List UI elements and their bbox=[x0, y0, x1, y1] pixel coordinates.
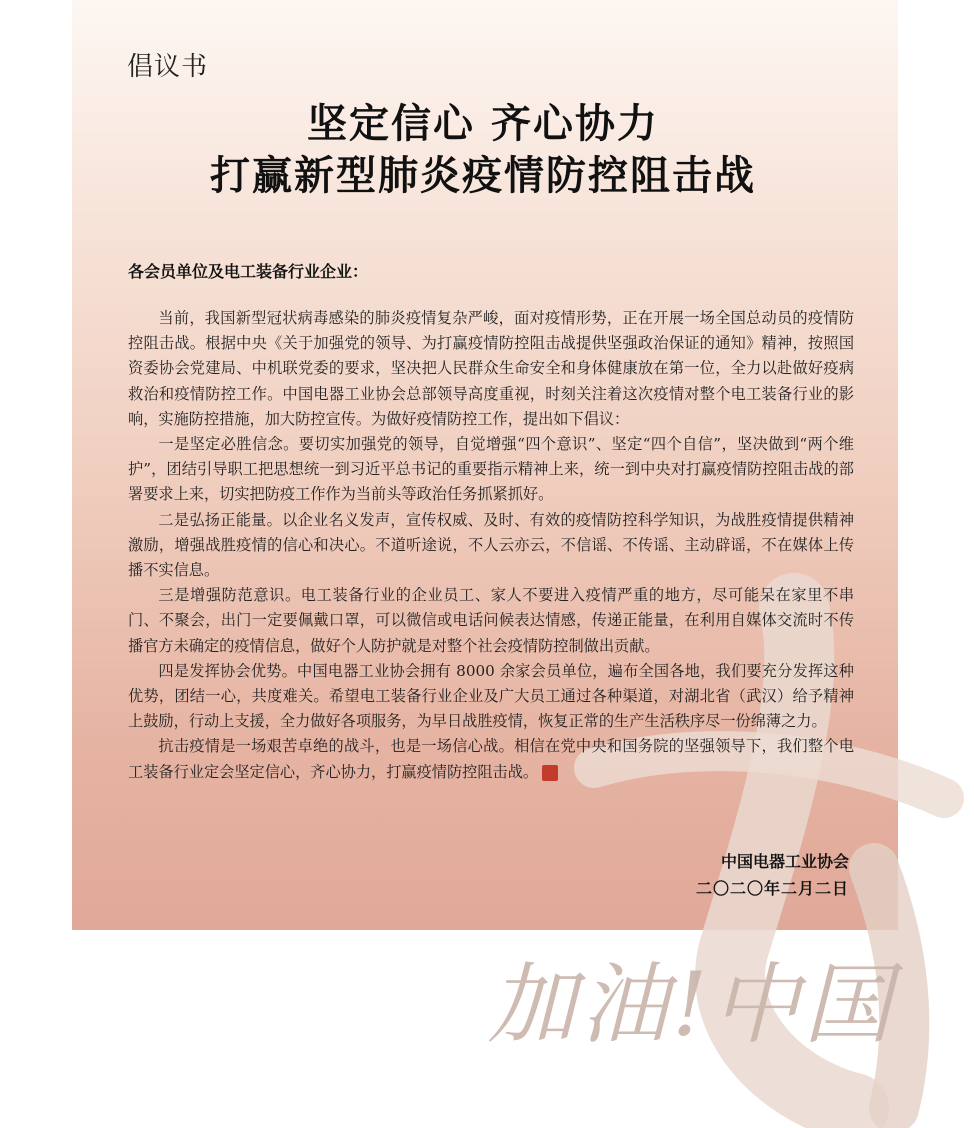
paragraph-point-1: 一是坚定必胜信念。要切实加强党的领导，自觉增强“四个意识”、坚定“四个自信”，坚决做到“两个维护”，团结引导职工把思想统一到习近平总书记的重要指示精神上来，统一到中央对打赢疫情防控阻击战的部署要求上来，切实把防疫工作作为当前头等政治任务抓紧抓好。 bbox=[128, 435, 854, 504]
paragraph-closing: 抗击疫情是一场艰苦卓绝的战斗，也是一场信心战。相信在党中央和国务院的坚强领导下，我们整个电工装备行业定会坚定信心，齐心协力，打赢疫情防控阻击战。 bbox=[128, 737, 854, 781]
document-type-label: 倡议书 bbox=[127, 52, 209, 82]
paragraph-closing-wrapper bbox=[128, 734, 854, 784]
salutation: 各会员单位及电工装备行业企业： bbox=[128, 262, 369, 281]
title-line-1: 坚定信心 齐心协力 bbox=[307, 101, 659, 147]
slogan-calligraphy: 加油!中国 bbox=[488, 953, 896, 1056]
title-line-2: 打赢新型肺炎疫情防控阻击战 bbox=[210, 153, 756, 199]
paragraph-point-3: 三是增强防范意识。电工装备行业的企业员工、家人不要进入疫情严重的地方，尽可能呆在家里不串门、不聚会，出门一定要佩戴口罩，可以微信或电话问候表达情感，传递正能量，在利用自媒体交流时不传播官方未确定的疫情信息，做好个人防护就是对整个社会疫情防控制做出贡献。 bbox=[128, 586, 854, 655]
paragraph-point-4: 四是发挥协会优势。中国电器工业协会拥有 8000 余家会员单位，遍布全国各地，我们要充分发挥这种优势，团结一心，共度难关。希望电工装备行业企业及广大员工通过各种渠道，对湖北省（武汉）给予精神上鼓励，行动上支援，全力做好各项服务，为早日战胜疫情，恢复正常的生产生活秩序尽一份绵薄之力。 bbox=[128, 661, 854, 731]
letter-body bbox=[128, 306, 854, 785]
paragraph-point-2: 二是弘扬正能量。以企业名义发声，宣传权威、及时、有效的疫情防控科学知识，为战胜疫情提供精神激励，增强战胜疫情的信心和决心。不道听途说，不人云亦云，不信谣、不传谣、主动辟谣，不在媒体上传播不实信息。 bbox=[128, 510, 854, 580]
signature-date: 二〇二〇年二月二日 bbox=[695, 879, 849, 898]
signature-organization: 中国电器工业协会 bbox=[720, 852, 849, 871]
seal-icon bbox=[542, 765, 558, 781]
paragraph-intro: 当前，我国新型冠状病毒感染的肺炎疫情复杂严峻，面对疫情形势，正在开展一场全国总动员的疫情防控阻击战。根据中央《关于加强党的领导、为打赢疫情防控阻击战提供坚强政治保证的通知》精神，按照国资委协会党建局、中机联党委的要求，坚决把人民群众生命安全和身体健康放在第一位，全力以赴做好疫病救治和疫情防控工作。中国电器工业协会总部领导高度重视，时刻关注着这次疫情对整个电工装备行业的影响，实施防控措施，加大防控宣传。为做好疫情防控工作，提出如下倡议： bbox=[128, 309, 854, 428]
